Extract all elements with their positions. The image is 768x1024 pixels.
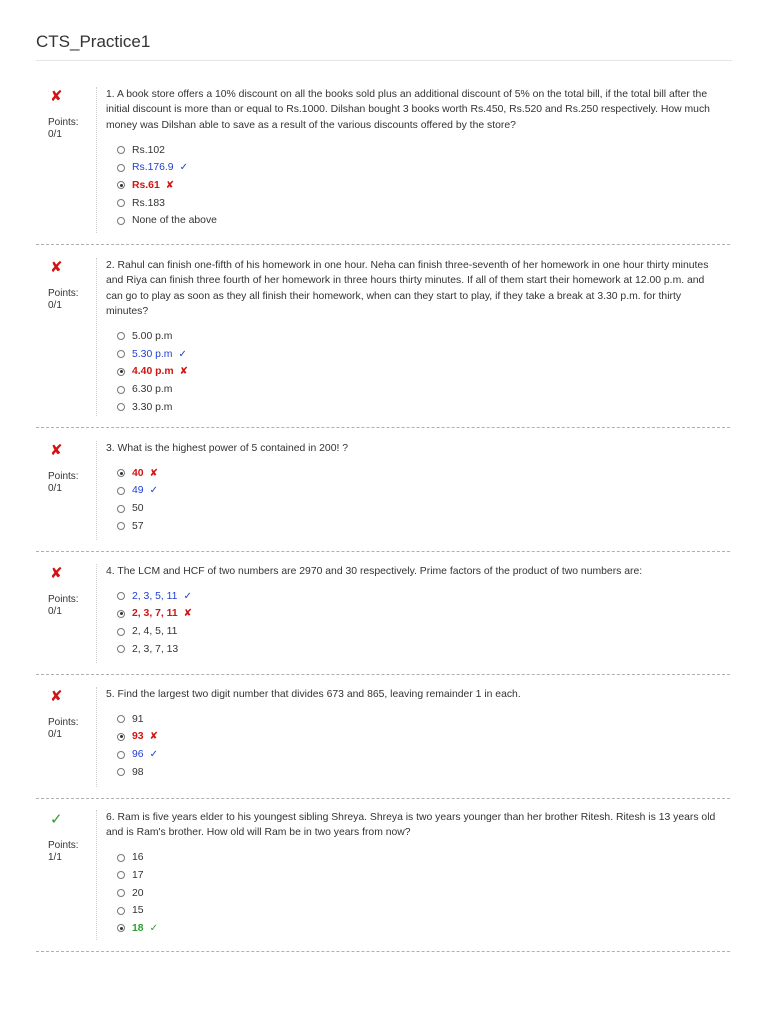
question-block xyxy=(36,564,730,675)
option-label: 49 xyxy=(132,485,144,497)
option-label: 16 xyxy=(132,852,144,864)
incorrect-status-icon: ✘ xyxy=(50,441,63,459)
radio-icon[interactable] xyxy=(117,592,125,600)
radio-selected-icon[interactable] xyxy=(117,469,125,477)
answer-option[interactable] xyxy=(117,623,720,641)
question-divider xyxy=(36,798,730,799)
option-label: 18 xyxy=(132,922,144,934)
radio-icon[interactable] xyxy=(117,889,125,897)
radio-icon[interactable] xyxy=(117,199,125,207)
question-content xyxy=(96,564,720,663)
question-text: 5. Find the largest two digit number that divides 673 and 865, leaving remainder 1 in each. xyxy=(106,689,521,700)
option-label: 91 xyxy=(132,713,144,725)
option-label: 4.40 p.m xyxy=(132,366,174,378)
page-title: CTS_Practice1 xyxy=(36,32,151,51)
radio-icon[interactable] xyxy=(117,907,125,915)
option-label: Rs.102 xyxy=(132,144,165,156)
answer-option[interactable] xyxy=(117,517,720,535)
correct-status-icon: ✓ xyxy=(50,810,63,828)
question-content xyxy=(96,810,720,940)
answer-option[interactable] xyxy=(117,920,720,938)
points-value: 0/1 xyxy=(48,129,62,140)
incorrect-status-icon: ✘ xyxy=(50,687,63,705)
incorrect-status-icon: ✘ xyxy=(50,258,63,276)
points-label: Points: xyxy=(48,471,79,482)
question-divider xyxy=(36,951,730,952)
answer-option[interactable] xyxy=(117,728,720,746)
incorrect-status-icon: ✘ xyxy=(50,564,63,582)
answer-option[interactable] xyxy=(117,328,720,346)
option-label: 93 xyxy=(132,731,144,743)
incorrect-status-icon: ✘ xyxy=(50,87,63,105)
answer-options xyxy=(106,464,720,535)
option-label: Rs.61 xyxy=(132,179,160,191)
option-label: 96 xyxy=(132,749,144,761)
question-text: 1. A book store offers a 10% discount on all the books sold plus an additional discount of 5% on the total bill, if the total bill after the initial discount is more than or equal to Rs.1000. Dilshan bought 3 books worth Rs.450, Rs.520 and Rs.250 respectively. How much money was Dilshan able to save as a result of the various discounts offered by the store? xyxy=(106,89,710,131)
points-label: Points: xyxy=(48,594,79,605)
option-label: 20 xyxy=(132,887,144,899)
option-label: 15 xyxy=(132,905,144,917)
radio-icon[interactable] xyxy=(117,628,125,636)
option-label: 2, 3, 7, 13 xyxy=(132,643,179,655)
radio-icon[interactable] xyxy=(117,715,125,723)
answer-option[interactable] xyxy=(117,710,720,728)
option-label: 3.30 p.m xyxy=(132,401,173,413)
cross-icon: ✘ xyxy=(183,608,193,620)
checkmark-icon: ✓ xyxy=(149,485,158,497)
answer-option[interactable] xyxy=(117,381,720,399)
question-text: 2. Rahul can finish one-fifth of his homework in one hour. Neha can finish three-seventh of her homework in one hour thirty minutes and Riya can finish three fourth of her homework in three hours thirty minutes. If all of them start their homework at 12.00 p.m. and can go to play as soon as they all finish their homework, when can they start to play, if they take a break at 3.30 p.m. for thirty minutes? xyxy=(106,260,709,318)
option-label: 5.30 p.m xyxy=(132,348,173,360)
question-text: 4. The LCM and HCF of two numbers are 2970 and 30 respectively. Prime factors of the product of two numbers are: xyxy=(106,566,643,577)
answer-options xyxy=(106,141,720,229)
radio-selected-icon[interactable] xyxy=(117,924,125,932)
option-label: 6.30 p.m xyxy=(132,384,173,396)
cross-icon: ✘ xyxy=(149,467,158,479)
points-label: Points: xyxy=(48,288,79,299)
answer-options xyxy=(106,849,720,937)
question-block xyxy=(36,87,730,245)
radio-icon[interactable] xyxy=(117,403,125,411)
radio-selected-icon[interactable] xyxy=(117,733,125,741)
question-block xyxy=(36,258,730,428)
cross-icon: ✘ xyxy=(149,731,158,743)
radio-icon[interactable] xyxy=(117,768,125,776)
answer-option[interactable] xyxy=(117,884,720,902)
option-label: 2, 3, 5, 11 xyxy=(132,590,178,602)
answer-option[interactable] xyxy=(117,464,720,482)
question-text: 3. What is the highest power of 5 contained in 200! ? xyxy=(106,443,349,454)
answer-options xyxy=(106,587,720,658)
answer-option[interactable] xyxy=(117,141,720,159)
radio-icon[interactable] xyxy=(117,146,125,154)
question-block xyxy=(36,687,730,799)
radio-icon[interactable] xyxy=(117,350,125,358)
checkmark-icon: ✓ xyxy=(183,590,192,602)
option-label: Rs.176.9 xyxy=(132,162,174,174)
option-label: 2, 3, 7, 11 xyxy=(132,608,178,620)
answer-option[interactable] xyxy=(117,482,720,500)
answer-option[interactable] xyxy=(117,640,720,658)
answer-option[interactable] xyxy=(117,605,720,623)
title-divider xyxy=(36,60,732,61)
option-label: 40 xyxy=(132,467,144,479)
question-content xyxy=(96,441,720,540)
question-content xyxy=(96,687,720,787)
option-label: 50 xyxy=(132,503,144,515)
option-label: 2, 4, 5, 11 xyxy=(132,626,178,638)
radio-icon[interactable] xyxy=(117,217,125,225)
question-divider xyxy=(36,551,730,552)
question-block xyxy=(36,441,730,552)
answer-options xyxy=(106,328,720,416)
radio-selected-icon[interactable] xyxy=(117,610,125,618)
radio-icon[interactable] xyxy=(117,522,125,530)
question-content xyxy=(96,87,720,233)
radio-icon[interactable] xyxy=(117,487,125,495)
answer-option[interactable] xyxy=(117,587,720,605)
answer-option[interactable] xyxy=(117,177,720,195)
answer-option[interactable] xyxy=(117,159,720,177)
answer-option[interactable] xyxy=(117,212,720,230)
checkmark-icon: ✓ xyxy=(149,749,158,761)
radio-selected-icon[interactable] xyxy=(117,368,125,376)
answer-option[interactable] xyxy=(117,500,720,518)
points-label: Points: xyxy=(48,117,79,128)
checkmark-icon: ✓ xyxy=(149,922,158,934)
option-label: None of the above xyxy=(132,215,217,227)
checkmark-icon: ✓ xyxy=(178,348,187,360)
checkmark-icon: ✓ xyxy=(179,162,188,174)
cross-icon: ✘ xyxy=(165,179,175,191)
answer-option[interactable] xyxy=(117,902,720,920)
points-value: 0/1 xyxy=(48,483,62,494)
points-value: 0/1 xyxy=(48,606,62,617)
option-label: 17 xyxy=(132,869,144,881)
answer-option[interactable] xyxy=(117,763,720,781)
option-label: 57 xyxy=(132,520,144,532)
points-value: 1/1 xyxy=(48,852,62,863)
answer-option[interactable] xyxy=(117,194,720,212)
question-text: 6. Ram is five years elder to his youngest sibling Shreya. Shreya is two years younger than her brother Ritesh. Ritesh is 13 years old and is Ram's brother. How old will Ram be in two years from now? xyxy=(106,812,716,839)
answer-option[interactable] xyxy=(117,363,720,381)
option-label: 98 xyxy=(132,766,144,778)
points-value: 0/1 xyxy=(48,729,62,740)
answer-option[interactable] xyxy=(117,746,720,764)
points-label: Points: xyxy=(48,717,79,728)
question-divider xyxy=(36,244,730,245)
answer-option[interactable] xyxy=(117,398,720,416)
answer-option[interactable] xyxy=(117,849,720,867)
question-block xyxy=(36,810,730,952)
radio-icon[interactable] xyxy=(117,751,125,759)
option-label: Rs.183 xyxy=(132,197,165,209)
radio-icon[interactable] xyxy=(117,645,125,653)
question-divider xyxy=(36,674,730,675)
radio-icon[interactable] xyxy=(117,386,125,394)
radio-icon[interactable] xyxy=(117,332,125,340)
option-label: 5.00 p.m xyxy=(132,330,173,342)
cross-icon: ✘ xyxy=(179,366,188,378)
question-content xyxy=(96,258,720,416)
radio-icon[interactable] xyxy=(117,871,125,879)
radio-icon[interactable] xyxy=(117,854,125,862)
radio-selected-icon[interactable] xyxy=(117,181,125,189)
radio-icon[interactable] xyxy=(117,164,125,172)
question-divider xyxy=(36,427,730,428)
points-value: 0/1 xyxy=(48,300,62,311)
radio-icon[interactable] xyxy=(117,505,125,513)
answer-option[interactable] xyxy=(117,867,720,885)
answer-option[interactable] xyxy=(117,345,720,363)
answer-options xyxy=(106,710,720,781)
points-label: Points: xyxy=(48,840,79,851)
